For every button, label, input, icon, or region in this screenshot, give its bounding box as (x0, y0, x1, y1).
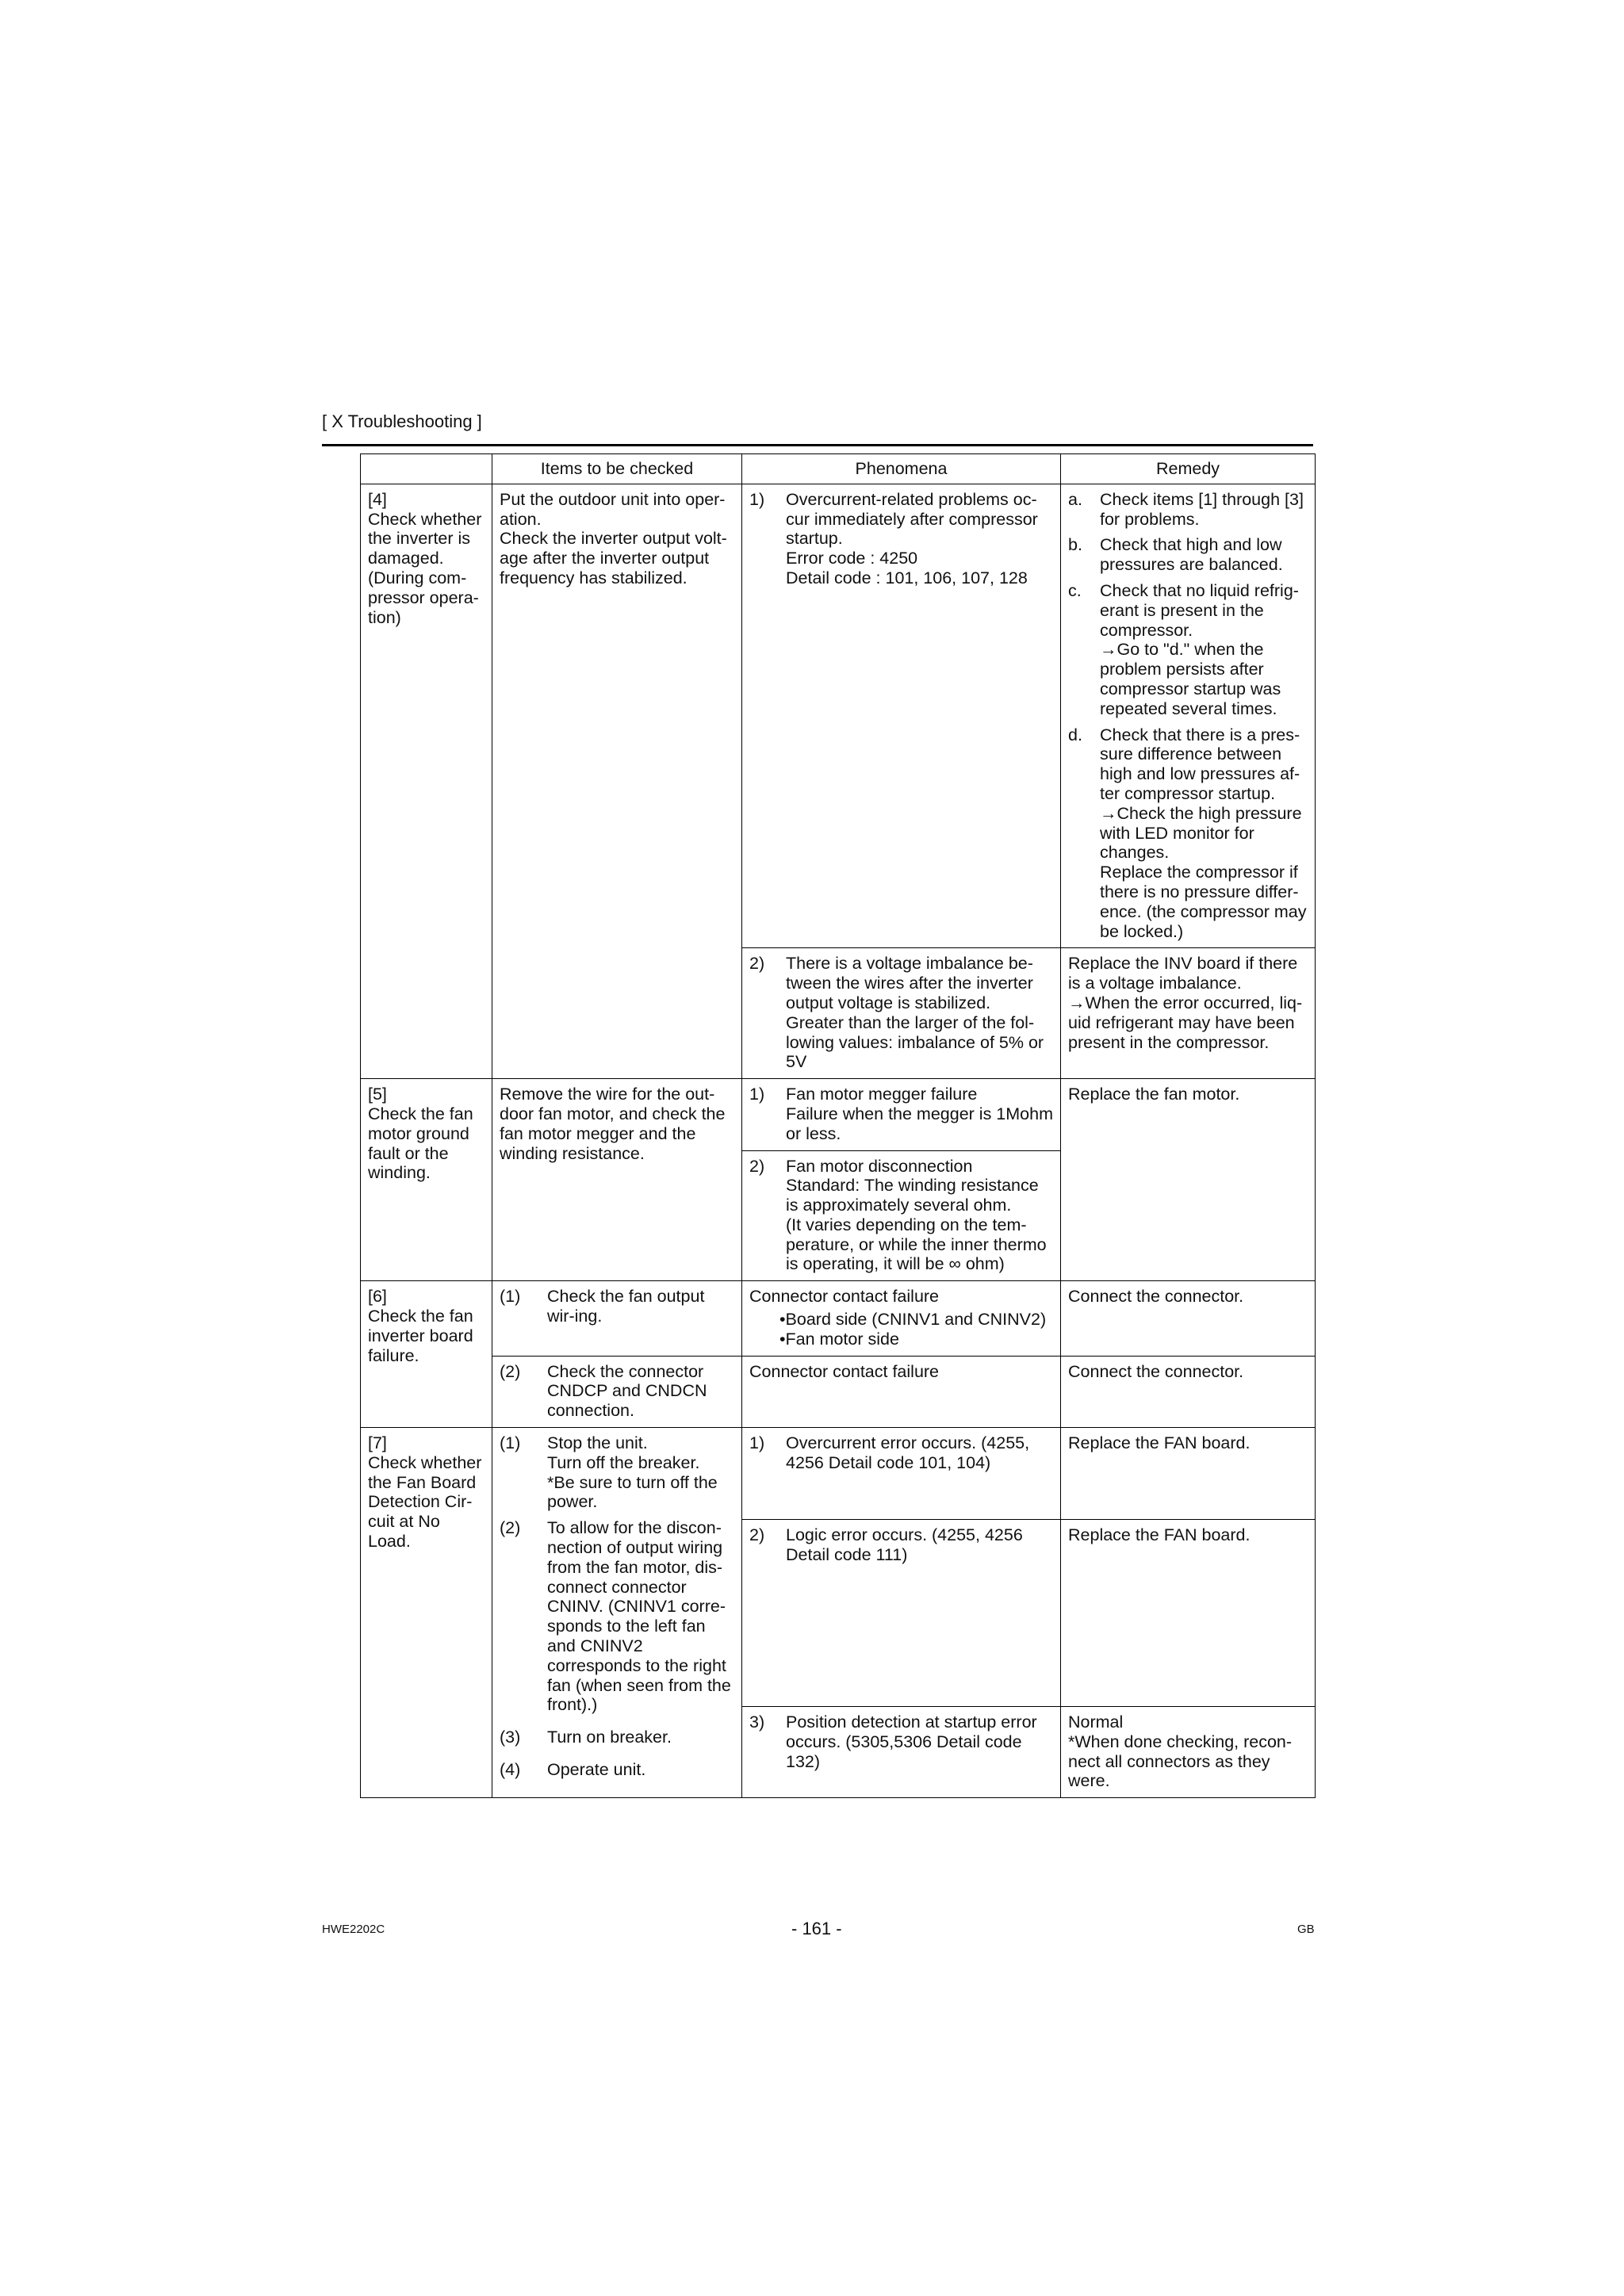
remedy-key: a. (1068, 489, 1082, 509)
footer-region: GB (1297, 1923, 1315, 1936)
phenomenon-text: Overcurrent-related problems oc-cur immediately after compressor startup. Error code : 4250 Detail code : 101, 106, 107, 128 (786, 489, 1038, 587)
remedy-key: b. (1068, 535, 1082, 555)
row7-label: [7] Check whether the Fan Board Detection Cir-cuit at No Load. (361, 1428, 492, 1798)
row7-phenomenon-2 (742, 1520, 1061, 1707)
table-row (361, 1079, 1316, 1150)
phenomenon-number: 2) (749, 1156, 765, 1176)
row4-remedy-list (1061, 484, 1316, 948)
row7-remedy-2: Replace the FAN board. (1061, 1520, 1316, 1707)
row6-remedy-1: Connect the connector. (1061, 1281, 1316, 1356)
row4-phenomenon-1 (742, 484, 1061, 948)
remedy-key: d. (1068, 725, 1082, 744)
phenomenon-text: Fan motor disconnection Standard: The winding resistance is approximately several ohm. (It varies depending on the tem-perature, or while the inner thermo is operating, it will be ∞ ohm) (786, 1156, 1047, 1274)
table-row (361, 1356, 1316, 1427)
phenomenon-title: Connector contact failure (749, 1287, 940, 1307)
remedy-text: Check that no liquid refrig-erant is present in the compressor. →Go to "d." when the problem persists after compressor startup was repeated several times. (1100, 580, 1299, 718)
remedy-key: c. (1068, 580, 1082, 600)
table-row (361, 1281, 1316, 1356)
step-text: Turn on breaker. (547, 1728, 672, 1747)
footer-doc-code: HWE2202C (322, 1923, 385, 1936)
step-text: Operate unit. (547, 1760, 646, 1780)
table-row (361, 1428, 1316, 1520)
row4-phenomenon-2 (742, 948, 1061, 1079)
row5-label: [5] Check the fan motor ground fault or the winding. (361, 1079, 492, 1281)
item-text: Check the connector CNDCP and CNDCN connection. (547, 1361, 707, 1421)
phenomenon-number: 1) (749, 1085, 765, 1104)
header-cell-remedy: Remedy (1061, 454, 1316, 484)
remedy-text: Check that high and low pressures are balanced. (1100, 535, 1283, 575)
row7-remedy-3: Normal *When done checking, recon-nect all connectors as they were. (1061, 1707, 1316, 1798)
row7-items (492, 1428, 742, 1798)
phenomenon-text: Overcurrent error occurs. (4255, 4256 Detail code 101, 104) (786, 1433, 1030, 1472)
row4-label: [4] Check whether the inverter is damaged. (During com-pressor opera-tion) (361, 484, 492, 1078)
page-header: [ X Troubleshooting ] (322, 411, 482, 431)
item-text: Check the fan output wir-ing. (547, 1287, 705, 1326)
bullet-item: •Fan motor side (779, 1329, 899, 1349)
phenomenon-number: 1) (749, 489, 765, 509)
row6-item-2 (492, 1356, 742, 1427)
step-number: (3) (500, 1728, 521, 1747)
step-text: To allow for the discon-nection of output wiring from the fan motor, dis-connect connector CNINV. (CNINV1 corre-sponds to the left fan and CNINV2 corresponds to the right fan (when seen from the front).) (547, 1518, 731, 1715)
phenomenon-number: 2) (749, 954, 765, 974)
footer-page-number: - 161 - (791, 1919, 842, 1938)
step-number: (1) (500, 1433, 521, 1453)
item-number: (1) (500, 1287, 521, 1307)
row7-phenomenon-3 (742, 1707, 1061, 1798)
item-number: (2) (500, 1361, 521, 1381)
row5-phenomenon-1 (742, 1079, 1061, 1150)
row6-item-1 (492, 1281, 742, 1356)
row6-phenomenon-2: Connector contact failure (742, 1356, 1061, 1427)
phenomenon-number: 1) (749, 1433, 765, 1453)
row5-items: Remove the wire for the out-door fan motor, and check the fan motor megger and the winding resistance. (492, 1079, 742, 1281)
step-number: (2) (500, 1518, 521, 1538)
header-divider (322, 444, 1313, 446)
header-cell-items: Items to be checked (492, 454, 742, 484)
row6-phenomenon-1 (742, 1281, 1061, 1356)
row5-remedy: Replace the fan motor. (1061, 1079, 1316, 1281)
row6-label: [6] Check the fan inverter board failure. (361, 1281, 492, 1428)
header-cell-phenomena: Phenomena (742, 454, 1061, 484)
phenomenon-text: Position detection at startup error occurs. (5305,5306 Detail code 132) (786, 1712, 1037, 1771)
row4-remedy-2: Replace the INV board if there is a voltage imbalance. →When the error occurred, liq-uid refrigerant may have been present in the compressor. (1061, 948, 1316, 1079)
row5-phenomenon-2 (742, 1150, 1061, 1281)
phenomenon-text: Logic error occurs. (4255, 4256 Detail code 111) (786, 1525, 1023, 1564)
table-row (361, 484, 1316, 948)
step-text: Stop the unit. Turn off the breaker. *Be sure to turn off the power. (547, 1433, 718, 1512)
row4-items: Put the outdoor unit into oper-ation. Check the inverter output volt-age after the inverter output frequency has stabilized. (492, 484, 742, 1078)
phenomenon-text: There is a voltage imbalance be-tween the wires after the inverter output voltage is stabilized. Greater than the larger of the fol-lowing values: imbalance of 5% or 5V (786, 954, 1044, 1072)
bullet-item: •Board side (CNINV1 and CNINV2) (779, 1310, 1047, 1330)
phenomenon-text: Fan motor megger failure Failure when the megger is 1Mohm or less. (786, 1085, 1053, 1143)
troubleshooting-table (360, 453, 1316, 1798)
phenomenon-number: 3) (749, 1712, 765, 1732)
row7-phenomenon-1 (742, 1428, 1061, 1520)
header-cell-blank (361, 454, 492, 484)
step-number: (4) (500, 1760, 521, 1780)
row7-remedy-1: Replace the FAN board. (1061, 1428, 1316, 1520)
remedy-text: Check items [1] through [3] for problems. (1100, 489, 1304, 529)
row6-remedy-2: Connect the connector. (1061, 1356, 1316, 1427)
remedy-text: Check that there is a pres-sure difference between high and low pressures af-ter compressor startup. →Check the high pressure with LED monitor for changes. Replace the compressor if there is no pressure differ-ence. (the compressor may be locked.) (1100, 725, 1307, 941)
table-header-row (361, 454, 1316, 484)
phenomenon-number: 2) (749, 1525, 765, 1545)
